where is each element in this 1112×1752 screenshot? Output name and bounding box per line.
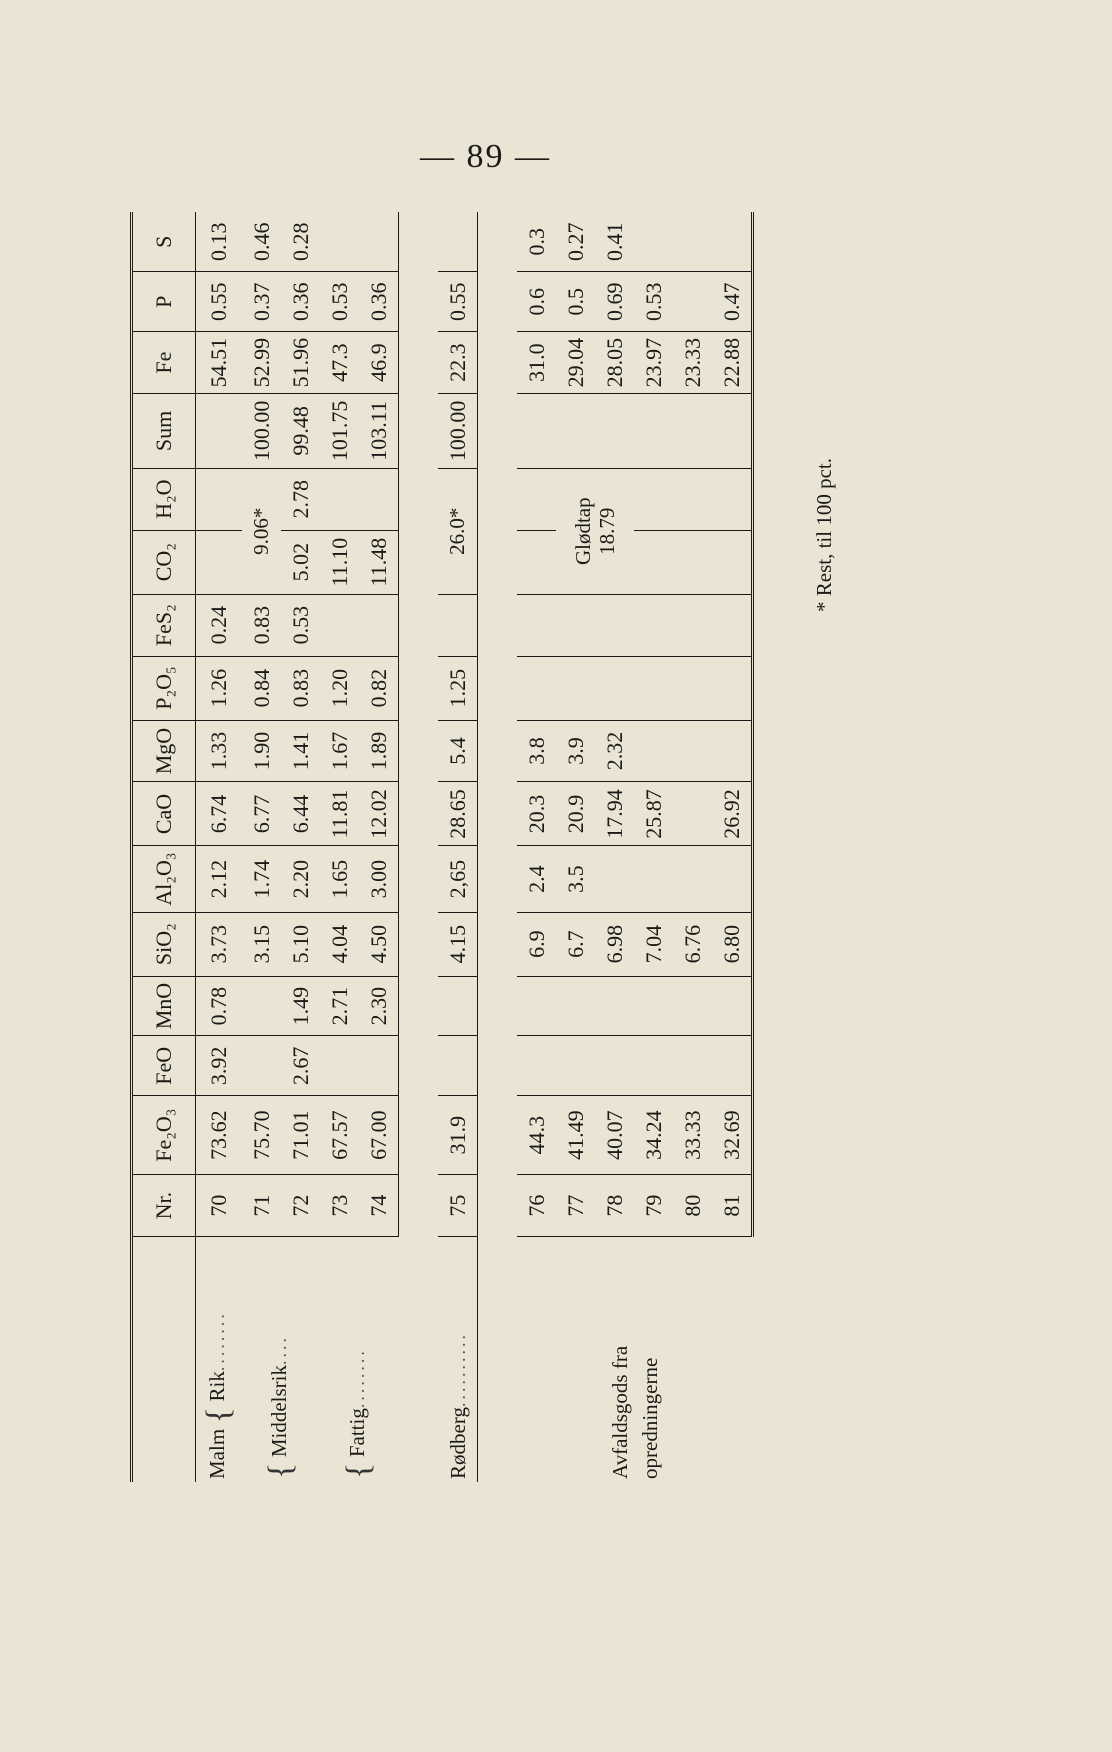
cell-nr: 78 [595, 1175, 634, 1237]
cell-h2o [359, 468, 399, 530]
header-p: P [132, 272, 196, 332]
cell-mgo: 1.67 [320, 720, 359, 782]
cell-al2o3: 2.12 [196, 846, 243, 912]
cell-mno [712, 976, 753, 1036]
cell-fe: 51.96 [281, 332, 320, 394]
cell-mno: 0.78 [196, 976, 243, 1036]
cell-fes2 [359, 594, 399, 656]
cell-al2o3: 2,65 [438, 846, 478, 912]
analysis-table [130, 212, 754, 1482]
cell-fe2o3: 73.62 [196, 1096, 243, 1175]
header-h2o: H₂O [132, 468, 196, 530]
cell-mno: 2.30 [359, 976, 399, 1036]
cell-fe: 23.97 [634, 332, 673, 394]
cell-fe2o3: 34.24 [634, 1096, 673, 1175]
cell-sum [595, 394, 634, 469]
cell-cao: 6.77 [242, 782, 281, 846]
cell-fes2: 0.24 [196, 594, 243, 656]
cell-co2 [712, 530, 753, 594]
page-number: — 89 — [420, 138, 551, 175]
header-sum: Sum [132, 394, 196, 469]
cell-mno [556, 976, 595, 1036]
brace-icon: { [200, 1407, 237, 1424]
cell-mgo: 1.33 [196, 720, 243, 782]
cell-feo: 3.92 [196, 1036, 243, 1096]
cell-nr: 74 [359, 1175, 399, 1237]
cell-fes2 [517, 594, 556, 656]
cell-sio2: 6.80 [712, 912, 753, 976]
cell-fe: 23.33 [673, 332, 712, 394]
header-feo: FeO [132, 1036, 196, 1096]
cell-fe: 31.0 [517, 332, 556, 394]
cell-s [712, 212, 753, 272]
cell-nr: 75 [438, 1175, 478, 1237]
cell-nr: 81 [712, 1175, 753, 1237]
cell-h2o [673, 468, 712, 530]
cell-al2o3: 2.4 [517, 846, 556, 912]
cell-fe: 22.88 [712, 332, 753, 394]
row-label [196, 1237, 243, 1482]
header-fes2: FeS₂ [132, 594, 196, 656]
cell-s [320, 212, 359, 272]
header-s: S [132, 212, 196, 272]
cell-nr: 77 [556, 1175, 595, 1237]
cell-h2o [517, 468, 556, 530]
cell-p2o5 [712, 656, 753, 720]
cell-p2o5: 0.82 [359, 656, 399, 720]
cell-fes2: 0.53 [281, 594, 320, 656]
cell-p: 0.55 [438, 272, 478, 332]
cell-nr: 71 [242, 1175, 281, 1237]
spacer-row [478, 212, 518, 1482]
cell-s: 0.41 [595, 212, 634, 272]
cell-cao: 28.65 [438, 782, 478, 846]
cell-sum [556, 394, 595, 469]
cell-mno [438, 976, 478, 1036]
cell-fe: 54.51 [196, 332, 243, 394]
cell-sio2: 4.04 [320, 912, 359, 976]
cell-co2: 5.02 [281, 530, 320, 594]
cell-sio2: 4.15 [438, 912, 478, 976]
cell-co2-h2o-merged: 9.06* [242, 468, 281, 594]
malm-label: Malm [205, 1428, 230, 1479]
cell-fe2o3: 31.9 [438, 1096, 478, 1175]
cell-fes2 [556, 594, 595, 656]
cell-p [673, 272, 712, 332]
rodberg-label: Rødberg [445, 1407, 470, 1479]
cell-al2o3: 1.74 [242, 846, 281, 912]
header-p2o5: P₂O₅ [132, 656, 196, 720]
cell-mno [634, 976, 673, 1036]
cell-feo [320, 1036, 359, 1096]
cell-mgo: 2.32 [595, 720, 634, 782]
table-row-75 [438, 212, 478, 1482]
rik-label: Rik [205, 1371, 230, 1402]
cell-feo [556, 1036, 595, 1096]
cell-fes2 [673, 594, 712, 656]
cell-s: 0.46 [242, 212, 281, 272]
cell-sum: 100.00 [438, 394, 478, 469]
brace-icon: { [340, 1462, 378, 1479]
cell-feo [634, 1036, 673, 1096]
table-row-73 [320, 212, 359, 1482]
cell-cao: 6.44 [281, 782, 320, 846]
cell-feo: 2.67 [281, 1036, 320, 1096]
cell-co2 [517, 530, 556, 594]
cell-s: 0.3 [517, 212, 556, 272]
cell-cao: 20.3 [517, 782, 556, 846]
cell-sio2: 4.50 [359, 912, 399, 976]
cell-mno: 1.49 [281, 976, 320, 1036]
cell-fe2o3: 71.01 [281, 1096, 320, 1175]
cell-p: 0.69 [595, 272, 634, 332]
cell-p2o5: 1.20 [320, 656, 359, 720]
spacer-cell [478, 212, 518, 1482]
footnote: * Rest, til 100 pct. [812, 458, 836, 612]
cell-mgo [712, 720, 753, 782]
cell-p2o5: 1.25 [438, 656, 478, 720]
cell-cao [673, 782, 712, 846]
cell-p: 0.37 [242, 272, 281, 332]
cell-sum: 103.11 [359, 394, 399, 469]
cell-sum: 101.75 [320, 394, 359, 469]
cell-s: 0.27 [556, 212, 595, 272]
cell-p: 0.53 [320, 272, 359, 332]
cell-p2o5: 0.83 [281, 656, 320, 720]
header-nr: Nr. [132, 1175, 196, 1237]
cell-p2o5 [673, 656, 712, 720]
cell-cao: 6.74 [196, 782, 243, 846]
leader-dots: .... [270, 1335, 291, 1365]
cell-nr: 73 [320, 1175, 359, 1237]
cell-sio2: 6.9 [517, 912, 556, 976]
cell-fe2o3: 41.49 [556, 1096, 595, 1175]
cell-mno: 2.71 [320, 976, 359, 1036]
cell-sio2: 5.10 [281, 912, 320, 976]
cell-al2o3: 1.65 [320, 846, 359, 912]
cell-fe2o3: 40.07 [595, 1096, 634, 1175]
cell-sio2: 6.98 [595, 912, 634, 976]
cell-co2-h2o-merged: 26.0* [438, 468, 478, 594]
header-al2o3: Al₂O₃ [132, 846, 196, 912]
cell-sum: 100.00 [242, 394, 281, 469]
cell-al2o3: 3.5 [556, 846, 595, 912]
cell-s [634, 212, 673, 272]
header-row [132, 212, 196, 1482]
header-co2: CO₂ [132, 530, 196, 594]
cell-p2o5 [634, 656, 673, 720]
cell-mno [595, 976, 634, 1036]
header-fe2o3: Fe₂O₃ [132, 1096, 196, 1175]
cell-h2o [634, 468, 673, 530]
cell-s [438, 212, 478, 272]
cell-feo [438, 1036, 478, 1096]
fattig-label: Fattig [345, 1408, 370, 1458]
cell-sio2: 3.73 [196, 912, 243, 976]
cell-fe: 29.04 [556, 332, 595, 394]
cell-feo [359, 1036, 399, 1096]
middelsrik-label: Middelsrik [267, 1365, 292, 1458]
cell-p: 0.36 [359, 272, 399, 332]
cell-p: 0.36 [281, 272, 320, 332]
cell-fes2 [712, 594, 753, 656]
glodtap-label: Glødtap [571, 497, 595, 566]
row-label [517, 1237, 753, 1482]
cell-al2o3 [595, 846, 634, 912]
cell-nr: 76 [517, 1175, 556, 1237]
cell-fe2o3: 67.00 [359, 1096, 399, 1175]
cell-al2o3: 2.20 [281, 846, 320, 912]
header-label-col [132, 1237, 196, 1482]
cell-co2: 11.48 [359, 530, 399, 594]
cell-s [359, 212, 399, 272]
cell-fes2 [320, 594, 359, 656]
cell-mgo: 3.9 [556, 720, 595, 782]
cell-fes2: 0.83 [242, 594, 281, 656]
cell-co2 [673, 530, 712, 594]
cell-sio2: 6.76 [673, 912, 712, 976]
cell-al2o3: 3.00 [359, 846, 399, 912]
cell-feo [242, 1036, 281, 1096]
cell-sio2: 3.15 [242, 912, 281, 976]
cell-fe: 52.99 [242, 332, 281, 394]
cell-mgo [673, 720, 712, 782]
cell-fe2o3: 33.33 [673, 1096, 712, 1175]
cell-cao: 11.81 [320, 782, 359, 846]
cell-mgo [634, 720, 673, 782]
spacer-cell [399, 212, 439, 1482]
group-rodberg [399, 212, 478, 1482]
cell-nr: 80 [673, 1175, 712, 1237]
cell-mgo: 5.4 [438, 720, 478, 782]
cell-nr: 79 [634, 1175, 673, 1237]
cell-fe2o3: 32.69 [712, 1096, 753, 1175]
cell-mgo: 3.8 [517, 720, 556, 782]
cell-mno [673, 976, 712, 1036]
table-row-76 [517, 212, 556, 1482]
cell-h2o [712, 468, 753, 530]
cell-h2o: 2.78 [281, 468, 320, 530]
cell-p2o5 [517, 656, 556, 720]
cell-cao: 20.9 [556, 782, 595, 846]
cell-fe2o3: 44.3 [517, 1096, 556, 1175]
row-label [320, 1237, 399, 1482]
glodtap-value: 18.79 [595, 507, 619, 555]
cell-cao: 26.92 [712, 782, 753, 846]
cell-sum [673, 394, 712, 469]
cell-al2o3 [634, 846, 673, 912]
cell-mno [517, 976, 556, 1036]
cell-fes2 [634, 594, 673, 656]
cell-s: 0.13 [196, 212, 243, 272]
cell-h2o [320, 468, 359, 530]
header-fe: Fe [132, 332, 196, 394]
cell-al2o3 [673, 846, 712, 912]
brace-icon: { [262, 1462, 299, 1479]
cell-mgo: 1.90 [242, 720, 281, 782]
table-row-70 [196, 212, 243, 1482]
table-row-71 [242, 212, 281, 1482]
cell-p2o5 [556, 656, 595, 720]
cell-p: 0.5 [556, 272, 595, 332]
header-cao: CaO [132, 782, 196, 846]
leader-dots: ........ [348, 1348, 369, 1409]
cell-sum [712, 394, 753, 469]
cell-sio2: 7.04 [634, 912, 673, 976]
cell-co2 [196, 530, 243, 594]
cell-fe: 22.3 [438, 332, 478, 394]
avfald-label: Avfaldsgods fra opredningerne [607, 1345, 662, 1479]
cell-p2o5: 1.26 [196, 656, 243, 720]
cell-p2o5: 0.84 [242, 656, 281, 720]
cell-sum: 99.48 [281, 394, 320, 469]
group-avfald [478, 212, 753, 1482]
spacer-row [399, 212, 439, 1482]
cell-fes2 [438, 594, 478, 656]
cell-mgo: 1.89 [359, 720, 399, 782]
cell-feo [673, 1036, 712, 1096]
cell-fe2o3: 75.70 [242, 1096, 281, 1175]
cell-sum [196, 394, 243, 469]
leader-dots: .......... [448, 1332, 469, 1408]
row-label [242, 1237, 320, 1482]
cell-feo [712, 1036, 753, 1096]
cell-sio2: 6.7 [556, 912, 595, 976]
cell-p2o5 [595, 656, 634, 720]
cell-fes2 [595, 594, 634, 656]
cell-nr: 70 [196, 1175, 243, 1237]
cell-p: 0.55 [196, 272, 243, 332]
cell-p: 0.53 [634, 272, 673, 332]
cell-fe: 46.9 [359, 332, 399, 394]
rotated-table-sheet [130, 212, 850, 1482]
cell-glodtap [556, 468, 634, 594]
cell-fe: 28.05 [595, 332, 634, 394]
header-mno: MnO [132, 976, 196, 1036]
cell-s: 0.28 [281, 212, 320, 272]
cell-feo [595, 1036, 634, 1096]
cell-cao: 12.02 [359, 782, 399, 846]
cell-cao: 25.87 [634, 782, 673, 846]
cell-co2: 11.10 [320, 530, 359, 594]
cell-feo [517, 1036, 556, 1096]
cell-sum [517, 394, 556, 469]
cell-fe: 47.3 [320, 332, 359, 394]
cell-nr: 72 [281, 1175, 320, 1237]
cell-mno [242, 976, 281, 1036]
cell-s [673, 212, 712, 272]
cell-mgo: 1.41 [281, 720, 320, 782]
cell-h2o [196, 468, 243, 530]
leader-dots: ........ [208, 1311, 229, 1372]
cell-sum [634, 394, 673, 469]
header-mgo: MgO [132, 720, 196, 782]
cell-fe2o3: 67.57 [320, 1096, 359, 1175]
group-malm [196, 212, 399, 1482]
cell-al2o3 [712, 846, 753, 912]
cell-p: 0.6 [517, 272, 556, 332]
row-label [438, 1237, 478, 1482]
header-sio2: SiO₂ [132, 912, 196, 976]
cell-p: 0.47 [712, 272, 753, 332]
cell-cao: 17.94 [595, 782, 634, 846]
cell-co2 [634, 530, 673, 594]
